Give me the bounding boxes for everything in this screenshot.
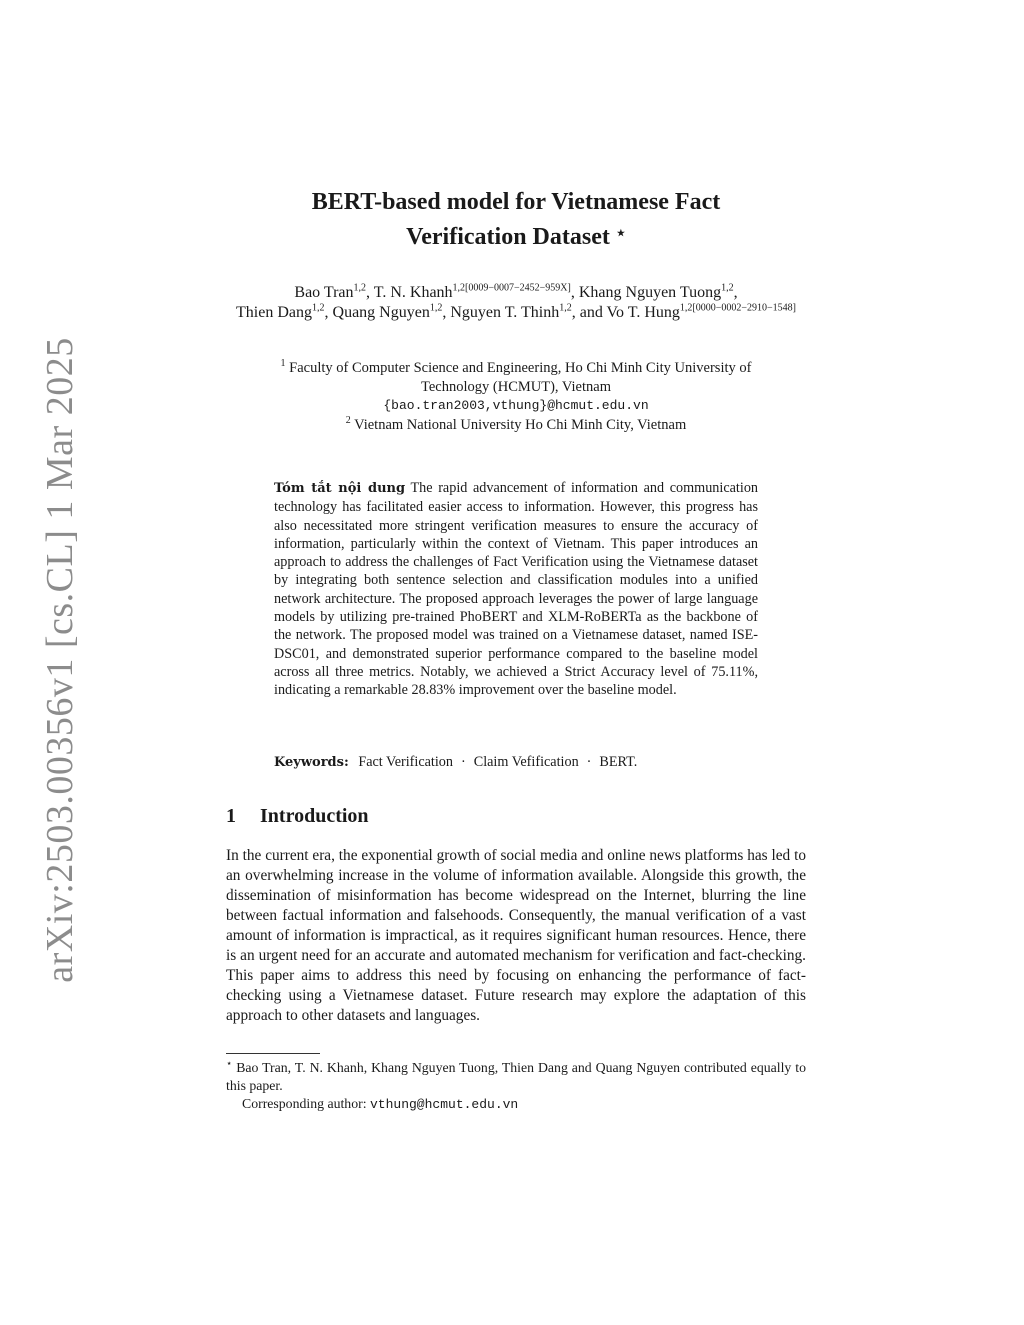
author-affiliation-sup: 1,2	[559, 302, 572, 314]
author-affiliation-sup: 1,2	[429, 302, 443, 314]
author-name: T. N. Khanh	[373, 284, 453, 301]
keyword-separator: ·	[461, 754, 466, 770]
title-line-1: BERT-based model for Vietnamese Fact	[311, 189, 721, 215]
title-footnote-mark: ⋆	[615, 225, 626, 242]
title-line-2: Verification Dataset	[406, 224, 610, 250]
footnote-rule	[226, 1053, 320, 1054]
keyword: Claim Vefification	[473, 754, 579, 770]
affiliations	[226, 359, 806, 434]
author-name: Quang Nguyen	[332, 304, 430, 321]
keywords	[274, 753, 758, 772]
keywords-label: Keywords:	[274, 755, 349, 770]
footnote	[226, 1059, 806, 1114]
corresponding-author-label: Corresponding author:	[242, 1096, 367, 1111]
keyword-separator: ·	[586, 754, 592, 770]
author-name: Thien Dang	[236, 304, 313, 321]
author-affiliation-sup: 1,2	[353, 282, 367, 294]
abstract-label: Tóm tắt nội dung	[274, 481, 406, 496]
author-name: Vo T. Hung	[606, 304, 680, 321]
keyword: Fact Verification	[358, 754, 453, 770]
abstract	[274, 479, 758, 700]
section-title: Introduction	[260, 805, 369, 827]
introduction-paragraph: In the current era, the exponential growth of social media and online news platforms has led to an overwhelming increase in the volume of information available. Alongside this growth, the dissemination of misinformation has become widespread on the Internet, blurring the line between factual information and falsehoods. Consequently, the manual verification of a vast amount of information is impractical, as it requires significant human resources. Hence, there is an urgent need for an accurate and automated mechanism for verification and fact-checking. This paper aims to address this need by focusing on enhancing the performance of fact-checking using a Vietnamese dataset. Future research may explore the adaptation of this approach to other datasets and languages.	[226, 847, 806, 1024]
affiliation-2: Vietnam National University Ho Chi Minh City, Vietnam	[354, 416, 687, 433]
author-affiliation-sup: 1,2	[312, 302, 325, 314]
author-name: Khang Nguyen Tuong	[578, 284, 722, 301]
author-name: Nguyen T. Thinh	[450, 304, 560, 321]
keyword: BERT.	[599, 754, 638, 770]
abstract-text: The rapid advancement of information and communication technology has facilitated easier access to information. However, this progress has also necessitated more stringent verification measures to ensure the accuracy of information, particularly within the context of Vietnam. This paper introduces an approach to address the challenges of Fact Verification using the Vietnamese dataset by integrating both sentence selection and classification modules into a unified network architecture. The proposed approach leverages the power of large language models by utilizing pre-trained PhoBERT and XLM-RoBERTa as the backbone of the network. The proposed model was trained on a Vietnamese dataset, named ISE-DSC01, and demonstrated superior performance compared to the baseline model across all three metrics. Notably, we achieved a Strict Accuracy level of 75.11%, indicating a remarkable 28.83% improvement over the baseline model.	[274, 480, 759, 699]
affiliation-number: 1	[280, 358, 286, 370]
author-orcid-sup: 1,2[0009−0007−2452−959X]	[452, 282, 571, 294]
affiliation-1-line-1: Faculty of Computer Science and Engineering, Ho Chi Minh City University of	[289, 360, 752, 376]
footnote-mark: ⋆	[226, 1058, 233, 1070]
paper-title	[226, 187, 806, 253]
section-heading	[226, 805, 369, 828]
affiliation-email[interactable]: {bao.tran2003,vthung}@hcmut.edu.vn	[383, 398, 649, 413]
affiliation-number: 2	[345, 414, 351, 426]
affiliation-1-line-2: Technology (HCMUT), Vietnam	[421, 378, 611, 395]
author-list: Bao Tran$^{1,2}$, T. N. Khanh$^{1,2[0009-0007-2452-959X]}$, Khang Nguyen Tuong$^{1,2}$, Thien Dang$^{1,2}$, Quang Nguyen$^{1,2}$, Nguyen T. Thinh$^{1,2}$, and Vo T. Hung$^{1,2[0000-0002-2910-1548]}$	[236, 282, 796, 321]
author-affiliation-sup: 1,2	[721, 282, 734, 294]
author-orcid-sup: 1,2[0000−0002−2910−1548]	[679, 302, 796, 314]
corresponding-author-email[interactable]: vthung@hcmut.edu.vn	[370, 1097, 519, 1112]
author-name: Bao Tran	[294, 284, 354, 301]
footnote-text: Bao Tran, T. N. Khanh, Khang Nguyen Tuong, Thien Dang and Quang Nguyen contributed equally to this paper.	[226, 1060, 806, 1093]
arxiv-identifier: arXiv:2503.00356v1 [cs.CL] 1 Mar 2025	[39, 337, 81, 983]
section-number: 1	[226, 805, 236, 827]
